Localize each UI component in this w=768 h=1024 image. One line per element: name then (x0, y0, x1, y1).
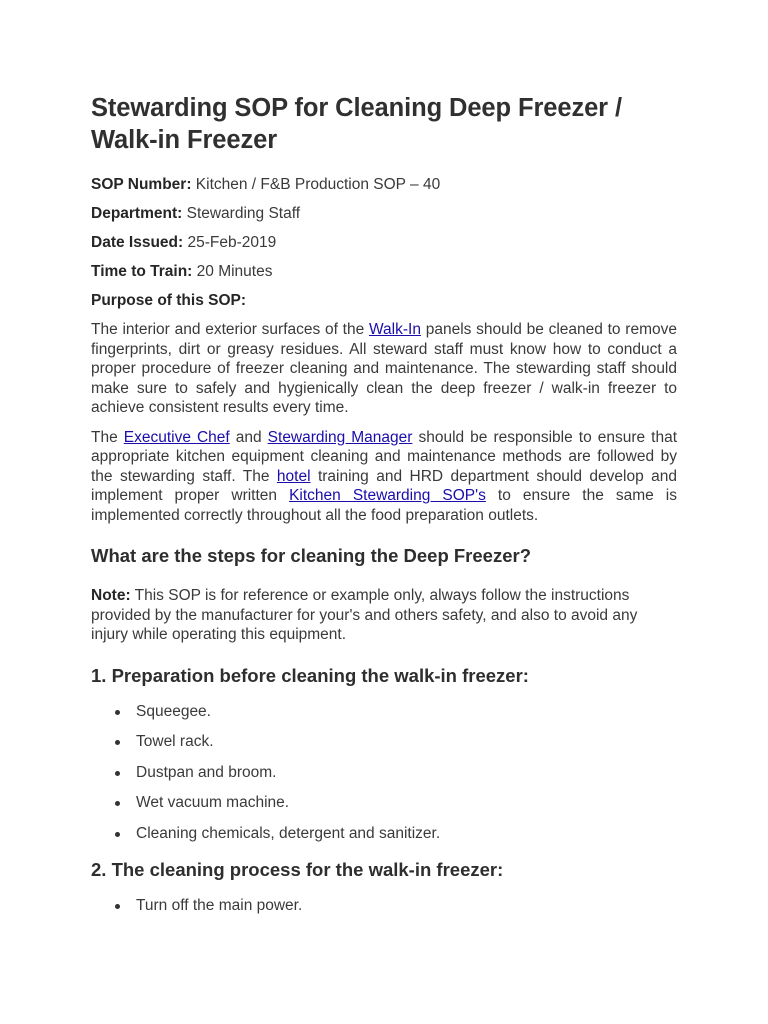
list-item (91, 764, 677, 782)
meta-label: Department: (91, 205, 183, 222)
meta-label: SOP Number: (91, 176, 192, 193)
list-item (91, 733, 677, 751)
para-text: training and HRD department should develop and implement proper written (91, 467, 677, 504)
steps-heading: What are the steps for cleaning the Deep Freezer? (91, 545, 531, 566)
meta-date-issued (91, 234, 677, 252)
bullet-icon (115, 832, 120, 837)
executive-chef-link[interactable]: Executive Chef (123, 428, 230, 446)
list-item (91, 703, 677, 721)
section-1-heading: 1. Preparation before cleaning the walk-in freezer: (91, 664, 529, 686)
para-text: and (229, 428, 268, 446)
meta-label: Time to Train: (91, 263, 193, 280)
meta-department (91, 205, 677, 223)
preparation-list (91, 703, 677, 843)
stewarding-manager-link[interactable]: Stewarding Manager (267, 428, 413, 446)
kitchen-stewarding-sops-link[interactable]: Kitchen Stewarding SOP's (289, 487, 486, 504)
section-2-heading: 2. The cleaning process for the walk-in freezer: (91, 858, 504, 880)
meta-value: 20 Minutes (192, 263, 273, 280)
list-item-text: Squeegee. (136, 702, 211, 720)
purpose-paragraph-1 (91, 320, 677, 418)
list-item-text: Wet vacuum machine. (136, 794, 290, 811)
hotel-link[interactable]: hotel (276, 467, 311, 485)
meta-value: Kitchen / F&B Production SOP – 40 (191, 176, 441, 193)
para-text: The interior and exterior surfaces of the (91, 321, 369, 338)
cleaning-process-list (91, 897, 677, 915)
bullet-icon (115, 771, 120, 776)
meta-time-to-train (91, 263, 677, 281)
bullet-icon (115, 801, 120, 806)
meta-value: 25-Feb-2019 (183, 234, 277, 251)
bullet-icon (115, 740, 120, 745)
note-text: This SOP is for reference or example only, always follow the instructions provided by the manufacturer for your's and others safety, and also to avoid any injury while operating this equipment. (91, 587, 638, 643)
para-text: The (91, 428, 124, 446)
meta-label: Date Issued: (91, 234, 184, 251)
bullet-icon (115, 710, 120, 715)
meta-sop-number (91, 176, 677, 194)
note-label: Note: (91, 587, 131, 604)
sop-meta (91, 176, 677, 281)
purpose-paragraph-2 (91, 428, 677, 526)
para-text: panels should be cleaned to remove fingerprints, dirt or greasy residues. All steward staff must know how to conduct a proper procedure of freezer cleaning and maintenance. The stewarding staff should make sure to safely and hygienically clean the deep freezer / walk-in freezer to achieve consistent results every time. (91, 321, 677, 416)
list-item (91, 825, 677, 843)
note-paragraph (91, 586, 677, 645)
list-item-text: Turn off the main power. (136, 896, 303, 914)
page-title: Stewarding SOP for Cleaning Deep Freezer / Walk-in Freezer (91, 94, 622, 154)
bullet-icon (115, 904, 120, 909)
list-item-text: Cleaning chemicals, detergent and sanitizer. (136, 824, 441, 842)
list-item-text: Towel rack. (136, 733, 214, 750)
para-text: should be responsible to ensure that appropriate kitchen equipment cleaning and maintenance methods are followed by the stewarding staff. The (91, 428, 678, 485)
list-item (91, 794, 677, 812)
list-item (91, 897, 677, 915)
meta-value: Stewarding Staff (182, 205, 301, 222)
walk-in-link[interactable]: Walk-In (368, 321, 421, 338)
article-content (91, 92, 677, 931)
purpose-title: Purpose of this SOP: (91, 292, 247, 309)
para-text: to ensure the same is implemented correctly throughout all the food preparation outlets. (91, 487, 677, 524)
list-item-text: Dustpan and broom. (136, 763, 277, 781)
